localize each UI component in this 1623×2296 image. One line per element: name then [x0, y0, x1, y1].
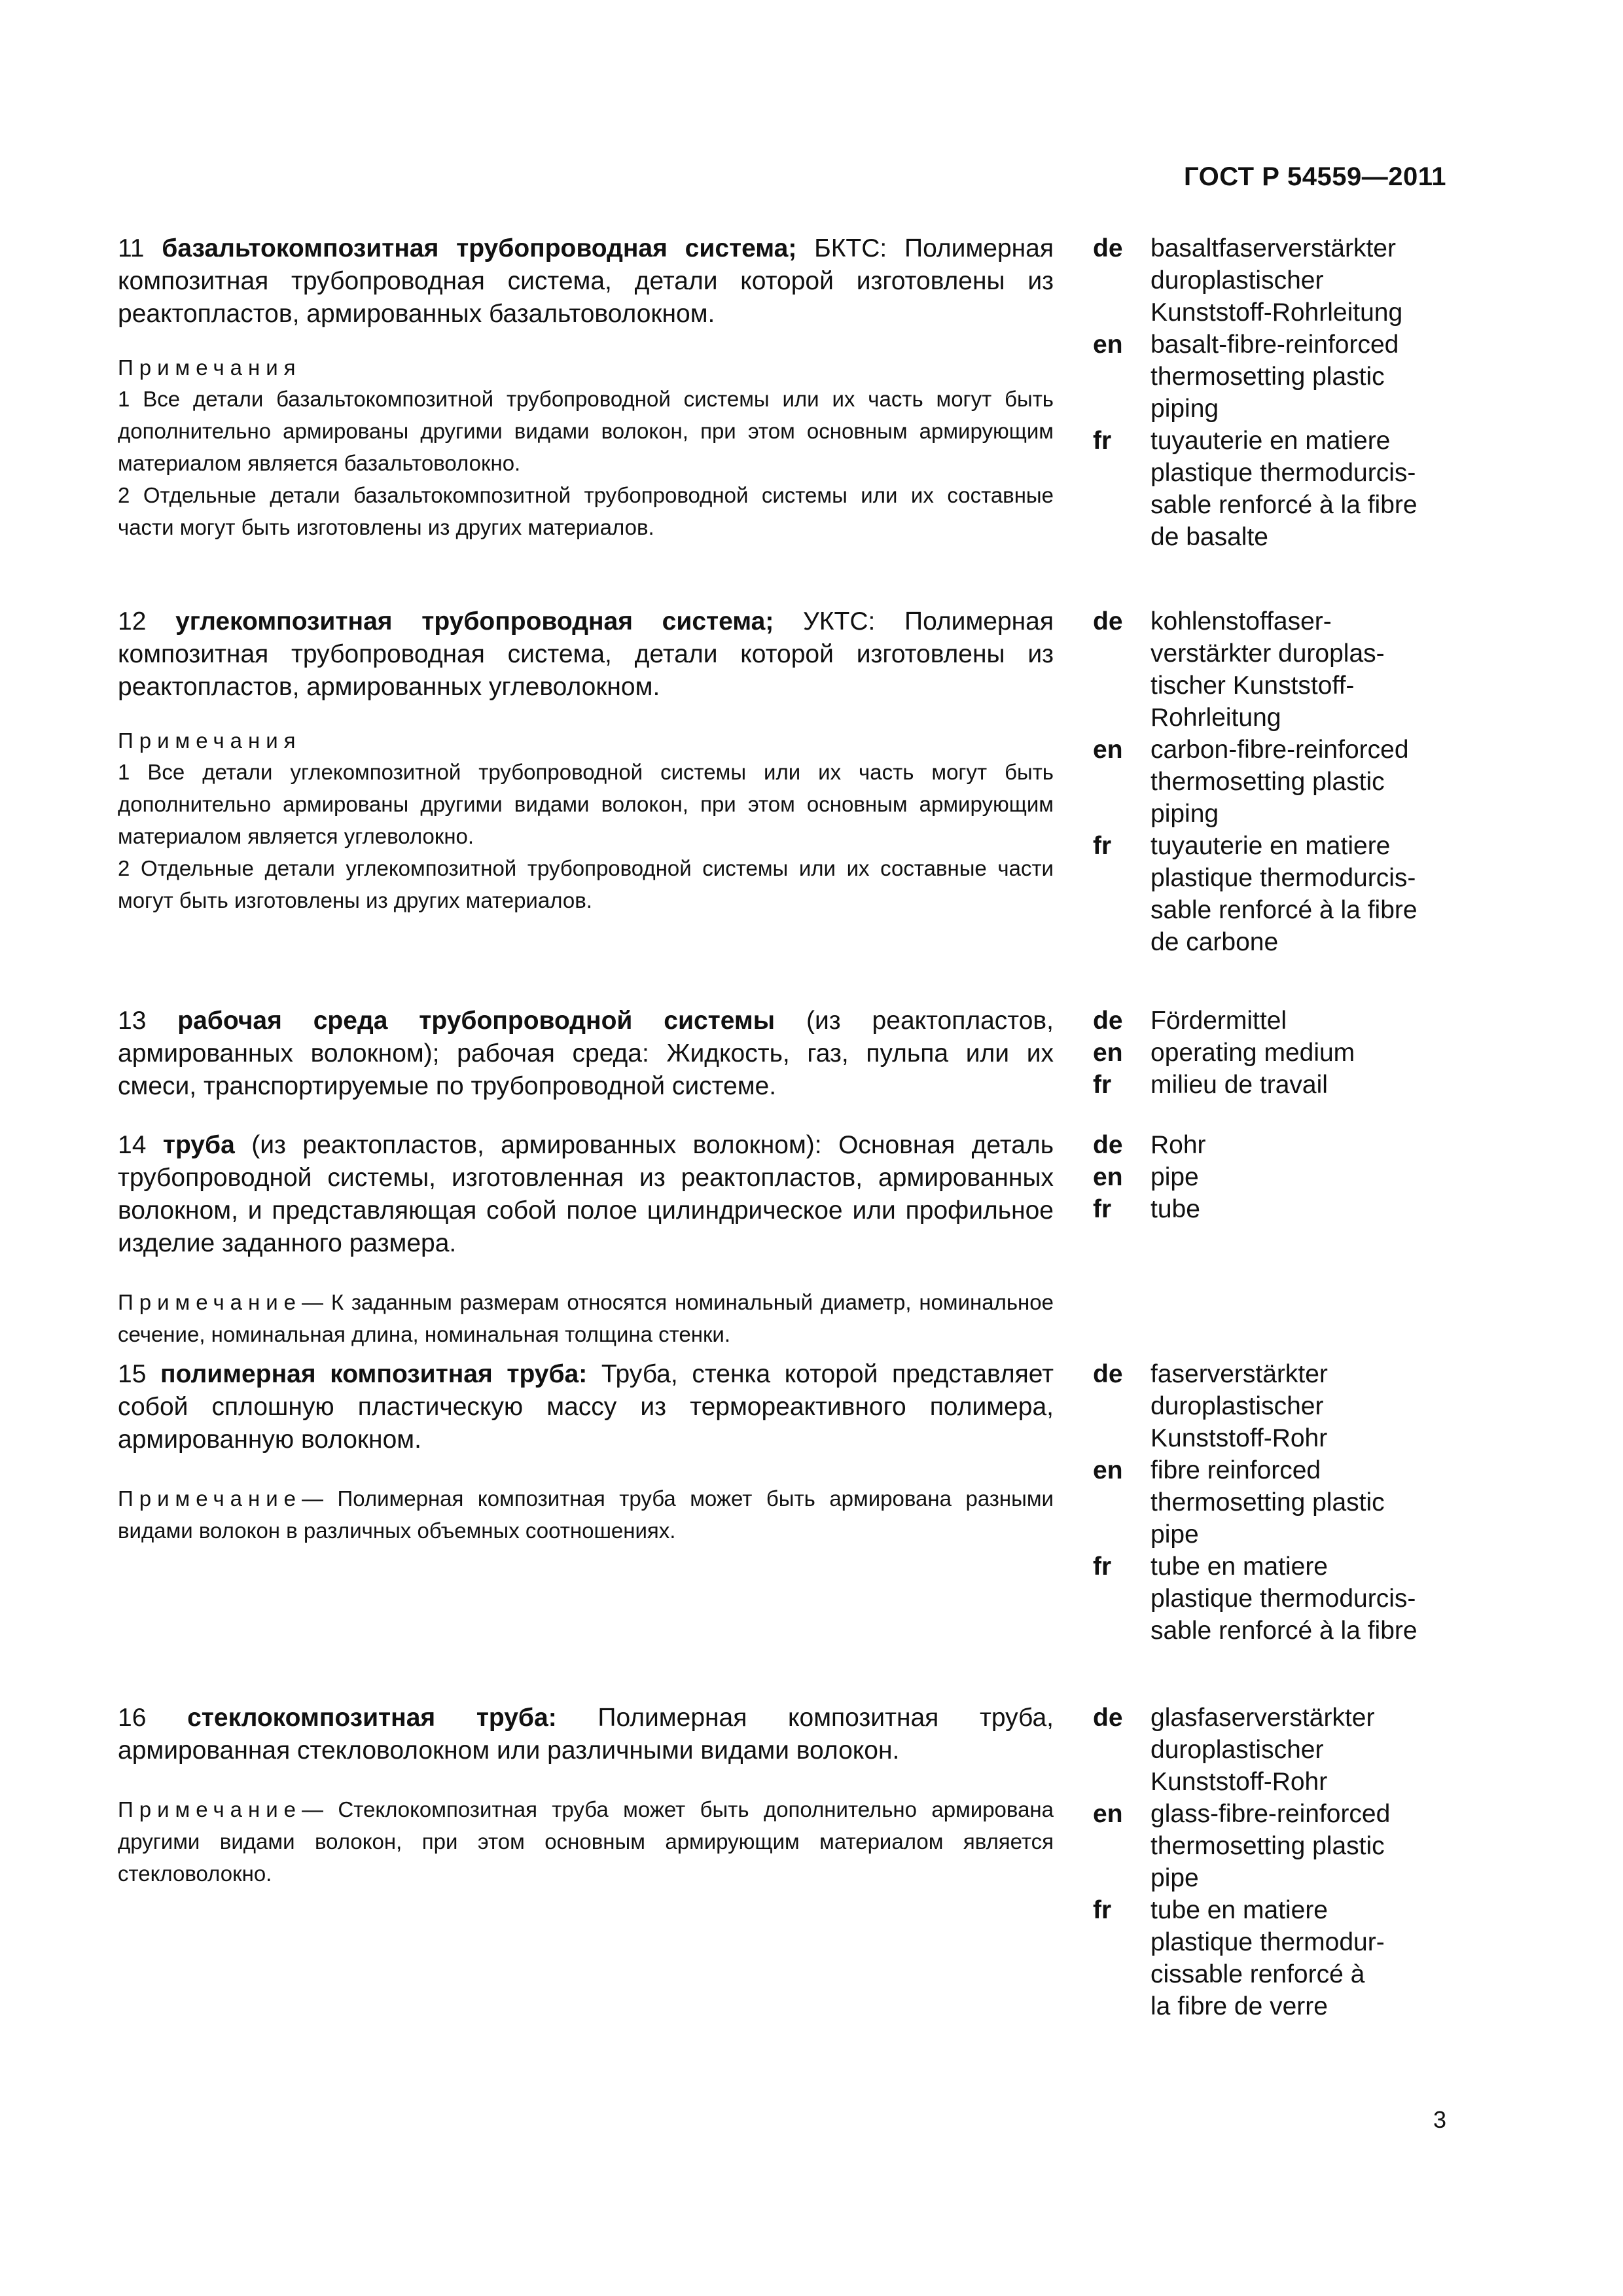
term-definition: 12 углекомпозитная трубопроводная система; УКТС: Полимерная композитная трубопроводная система, детали которой изготовлены из реактопластов, армированных углеволокном.	[118, 607, 1054, 701]
term-russian-block	[118, 1005, 1054, 1103]
term-definition: 13 рабочая среда трубопроводной системы (из реактопластов, армированных волокном); рабочая среда: Жидкость, газ, пульпа или их смеси, транспортируемые по трубопроводной системе.	[118, 1007, 1054, 1100]
note-item: 2 Отдельные детали углекомпозитной трубопроводной системы или их составные части могут быть изготовлены из других материалов.	[118, 856, 1054, 912]
term-definition: 15 полимерная композитная труба: Труба, стенка которой представляет собой сплошную пластическую массу из термореактивного полимера, армированную волокном.	[118, 1360, 1054, 1454]
term-name: рабочая среда трубопроводной системы	[177, 1007, 776, 1035]
translation-fr: fr milieu de travail	[1093, 1071, 1328, 1099]
term-translations	[1093, 1358, 1459, 1647]
term-definition: 11 базальтокомпозитная трубопроводная система; БКТС: Полимерная композитная трубопроводная система, детали которой изготовлены из реактопластов, армированных базальтоволокном.	[118, 234, 1054, 328]
term-russian-block	[118, 1129, 1054, 1350]
term-translations	[1093, 1702, 1459, 2022]
term-name: труба	[162, 1131, 235, 1159]
term-name: углекомпозитная трубопроводная система;	[175, 607, 774, 636]
translation-en: en basalt-fibre-reinforced thermosetting plastic piping	[1093, 331, 1399, 423]
translation-fr: fr tuyauterie en matiere plastique thermodurcis- sable renforcé à la fibre de carbone	[1093, 832, 1418, 956]
translation-en: en glass-fibre-reinforced thermosetting plastic pipe	[1093, 1800, 1391, 1892]
translation-de: de Rohr	[1093, 1131, 1206, 1159]
document-standard-number: ГОСТ Р 54559—2011	[1184, 162, 1446, 191]
term-definition: 16 стеклокомпозитная труба: Полимерная композитная труба, армированная стекловолокном или различными видами волокон.	[118, 1704, 1054, 1765]
translation-fr: fr tube	[1093, 1195, 1200, 1223]
note-item: 1 Все детали базальтокомпозитной трубопроводной системы или их часть могут быть дополнительно армированы другими видами волокон, при этом основным армирующим материалом является базальтоволокно.	[118, 387, 1054, 475]
term-russian-block	[118, 605, 1054, 916]
notes-title: Примечания	[118, 355, 302, 380]
translation-en: en operating medium	[1093, 1039, 1355, 1067]
term-name: полимерная композитная труба:	[160, 1360, 588, 1388]
term-name: базальтокомпозитная трубопроводная система;	[162, 234, 797, 262]
note-item: 1 Все детали углекомпозитной трубопроводной системы или их часть могут быть дополнительно армированы другими видами волокон, при этом основным армирующим материалом является углеволокно.	[118, 760, 1054, 848]
translation-de: de faserverstärkter duroplastischer Kunststoff-Rohr	[1093, 1360, 1328, 1452]
note-item: Примечание— К заданным размерам относятся номинальный диаметр, номинальное сечение, номинальная длина, номинальная толщина стенки.	[118, 1290, 1054, 1346]
term-russian-block	[118, 1702, 1054, 1890]
translation-fr: fr tube en matiere plastique thermodur- cissable renforcé à la fibre de verre	[1093, 1896, 1385, 2020]
term-russian-block	[118, 1358, 1054, 1547]
translation-en: en carbon-fibre-reinforced thermosetting plastic piping	[1093, 736, 1409, 828]
translation-fr: fr tuyauterie en matiere plastique thermodurcis- sable renforcé à la fibre de basalte	[1093, 427, 1418, 551]
translation-fr: fr tube en matiere plastique thermodurcis- sable renforcé à la fibre	[1093, 1552, 1418, 1645]
translation-en: en fibre reinforced thermosetting plastic pipe	[1093, 1456, 1385, 1549]
note-label: Примечание	[118, 1290, 302, 1314]
term-translations	[1093, 1005, 1459, 1101]
note-label: Примечание	[118, 1486, 302, 1511]
note-item: 2 Отдельные детали базальтокомпозитной трубопроводной системы или их составные части могут быть изготовлены из других материалов.	[118, 483, 1054, 539]
notes-title: Примечания	[118, 728, 302, 753]
translation-de: de kohlenstoffaser- verstärkter duroplas- tischer Kunststoff- Rohrleitung	[1093, 607, 1385, 732]
note-label: Примечание	[118, 1797, 302, 1821]
note-item: Примечание— Полимерная композитная труба может быть армирована разными видами волокон в различных объемных соотношениях.	[118, 1486, 1054, 1543]
term-name: стеклокомпозитная труба:	[187, 1704, 557, 1732]
term-definition: 14 труба (из реактопластов, армированных волокном): Основная деталь трубопроводной системы, изготовленная из реактопластов, армированных волокном, и представляющая собой полое цилиндрическое или профильное изделие заданного размера.	[118, 1131, 1054, 1257]
note-item: Примечание— Стеклокомпозитная труба может быть дополнительно армирована другими видами волокон, при этом основным армирующим материалом является стекловолокно.	[118, 1797, 1054, 1886]
term-russian-block	[118, 232, 1054, 543]
term-translations	[1093, 605, 1459, 958]
translation-de: de glasfaserverstärkter duroplastischer Kunststoff-Rohr	[1093, 1704, 1375, 1796]
translation-de: de basaltfaserverstärkter duroplastischer Kunststoff-Rohrleitung	[1093, 234, 1403, 327]
translation-en: en pipe	[1093, 1163, 1199, 1191]
translation-de: de Fördermittel	[1093, 1007, 1287, 1035]
term-translations	[1093, 1129, 1459, 1225]
term-translations	[1093, 232, 1459, 553]
page-number: 3	[1433, 2106, 1446, 2133]
